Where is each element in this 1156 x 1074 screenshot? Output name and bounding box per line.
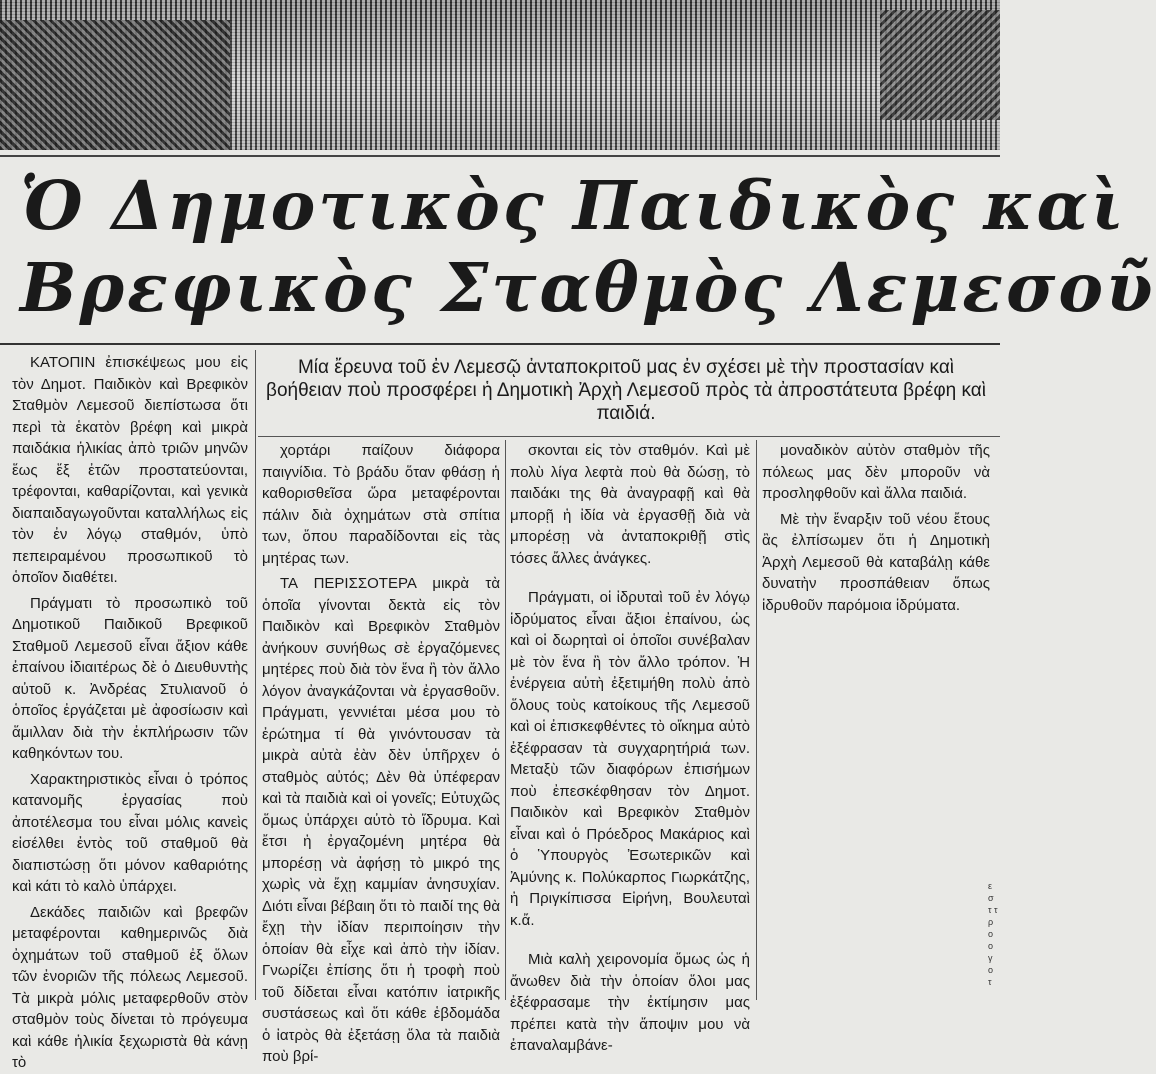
subheadline: Μία ἔρευνα τοῦ ἐν Λεμεσῷ ἀνταποκριτοῦ μας ἐν σχέσει μὲ τὴν προστασίαν καὶ βοήθειαν ποὺ προσφέρει ἡ Δημοτικὴ Ἀρχὴ Λεμεσοῦ πρὸς τὰ ἀπροστάτευτα βρέφη καὶ παιδιά. [266, 357, 986, 424]
paragraph: ΚΑΤΟΠΙΝ ἐπισκέψεως μου εἰς τὸν Δημοτ. Παιδικὸν καὶ Βρεφικὸν Σταθμὸν Λεμεσοῦ διεπίστωσα ὅτι περὶ τὰ ἑκατὸν βρέφη καὶ μικρὰ παιδάκια ἡλικίας ἀπὸ τριῶν μηνῶν ἕως ἕξ ἐτῶν προστατεύονται, τρέφονται, καθαρίζονται, καὶ γενικὰ διαπαιδαγωγοῦνται καταλλήλως εἰς τὸν ἐν λόγῳ σταθμόν, ὑπὸ πεπειραμένου προσωπικοῦ τὸ ὁποῖον διαθέτει. [12, 354, 248, 586]
headline [20, 165, 1156, 329]
paragraph: Χαρακτηριστικὸς εἶναι ὁ τρόπος κατανομῆς ἐργασίας ποὺ ἀποτέλεσμα του εἶναι μόλις κανεὶς εἰσέλθει ἐντὸς τοῦ σταθμοῦ θὰ διαπιστώσῃ ὅτι μόνον καθαριότης καὶ κάτι τὸ καλὸ ὑπάρχει. [12, 770, 248, 895]
paragraph: ΤΑ ΠΕΡΙΣΣΟΤΕΡΑ μικρὰ τὰ ὁποῖα γίνονται δεκτὰ εἰς τὸν Παιδικὸν καὶ Βρεφικὸν Σταθμὸν ἀνήκουν συνήθως σὲ ἐργαζόμενες μητέρες ποὺ διὰ τὸν ἕνα ἢ τὸν ἄλλο λόγον ἀναγκάζονται νὰ ἐργασθοῦν. Πράγματι, γεννιέται μέσα μου τὸ ἐρώτημα τί θὰ γινόντουσαν τὰ μικρὰ αὐτὰ ἐὰν δὲν ὑπῆρχεν ὁ σταθμὸς αὐτός; Δὲν θὰ ὑπέφεραν καὶ τὰ παιδιὰ καὶ οἱ γονεῖς; Εὐτυχῶς ὅμως ὑπάρχει αὐτὸ τὸ ἵδρυμα. Καὶ ἔτσι ἡ ἐργαζομένη μητέρα θὰ μπορέσῃ νὰ ἀφήσῃ τὸ μικρό της χωρὶς νὰ ἔχῃ καμμίαν ἀνησυχίαν. Διότι εἶναι βέβαιη ὅτι τὸ παιδί της θὰ ἔχῃ τὴν ἰδίαν περιποίησιν τὴν ὁποίαν θὰ εἶχε καὶ ἀπὸ τὴν ἰδίαν. Γνωρίζει ἐπίσης ὅτι ἡ τροφὴ ποὺ τοῦ δίδεται εἶναι κατόπιν ἰατρικῆς συστάσεως καὶ ὅτι κάθε ἑβδομάδα ὁ ἰατρὸς θὰ ἐξετάσῃ ὅλα τὰ παιδιὰ ποὺ βρί- [262, 575, 500, 1065]
photo-shadow-left [0, 20, 230, 150]
paragraph: μοναδικὸν αὐτὸν σταθμὸν τῆς πόλεως μας δὲν μποροῦν νὰ προσληφθοῦν καὶ ἄλλα παιδιά. [762, 442, 990, 502]
header-photo [0, 0, 1000, 150]
subheadline-rule [258, 436, 1000, 437]
paragraph: σκονται εἰς τὸν σταθμόν. Καὶ μὲ πολὺ λίγα λεφτὰ ποὺ θὰ δώσῃ, τὸ παιδάκι της θὰ ἀναγραφῇ καὶ θὰ μπορῇ ἡ ἰδία νὰ ἐργασθῇ διὰ νὰ μπορέσῃ νὰ ἀνταποκριθῇ στὶς τόσες ἄλλες ἀνάγκες. [510, 442, 750, 567]
column-divider-1 [255, 350, 256, 1000]
paragraph: Δεκάδες παιδιῶν καὶ βρεφῶν μεταφέρονται καθημερινῶς διὰ ὀχημάτων τοῦ σταθμοῦ ἐξ ὅλων τῶν ἐνοριῶν τῆς πόλεως Λεμεσοῦ. Τὰ μικρὰ μόλις μεταφερθοῦν στὸν σταθμὸν τοὺς δίνεται τὸ πρόγευμα καὶ κάθε ἡλικία ξεχωριστὰ θὰ κάνῃ τὸ [12, 903, 248, 1071]
article-column-2 [262, 440, 500, 1068]
article-column-1 [12, 352, 248, 1074]
top-rule [0, 155, 1000, 157]
paragraph: Πράγματι τὸ προσωπικὸ τοῦ Δημοτικοῦ Παιδικοῦ Βρεφικοῦ Σταθμοῦ Λεμεσοῦ εἶναι ἄξιον κάθε ἐπαίνου ἰδιαιτέρως δὲ ὁ Διευθυντὴς αὐτοῦ κ. Ἀνδρέας Στυλιανοῦ ὁ ὁποῖος ἐργάζεται μὲ ἀφοσίωσιν καὶ ἅμιλλαν διὰ τὴν ἐκπλήρωσιν τῶν καθηκόντων του. [12, 594, 248, 762]
column-divider-2 [505, 440, 506, 1000]
headline-line-1: Ὁ Δημοτικὸς Παιδικὸς καὶ [20, 166, 1127, 245]
article-column-3 [510, 440, 750, 1057]
article-column-4 [762, 440, 990, 616]
headline-rule [0, 343, 1000, 345]
paragraph: Μὲ τὴν ἔναρξιν τοῦ νέου ἔτους ἂς ἐλπίσωμεν ὅτι ἡ Δημοτικὴ Ἀρχὴ Λεμεσοῦ θὰ καταβάλῃ κάθε δυνατὴν προσπάθειαν ὅπως ἱδρυθοῦν παρόμοια ἱδρύματα. [762, 510, 990, 614]
column-divider-3 [756, 440, 757, 1000]
paragraph: χορτάρι παίζουν διάφορα παιγνίδια. Τὸ βράδυ ὅταν φθάσῃ ἡ καθορισθεῖσα ὥρα μεταφέρονται πάλιν διὰ ὀχημάτων στὰ σπίτια των, ὅπου παραδίδονται εἰς τὰς μητέρας των. [262, 442, 500, 567]
headline-line-2: Βρεφικὸς Σταθμὸς Λεμεσοῦ [20, 248, 1156, 327]
paragraph: Μιὰ καλὴ χειρονομία ὅμως ὡς ἡ ἄνωθεν διὰ τὴν ὁποίαν ὅλοι μας ἐξέφρασαμε τὴν ἐκτίμησιν μας πρέπει κατὰ τὴν ἄποψιν μου νὰ ἐπαναλαμβάνε- [510, 951, 750, 1054]
margin-fragment: ε σ τ τ ρ ο ο γ ο τ [988, 881, 998, 987]
paragraph: Πράγματι, οἱ ἱδρυταὶ τοῦ ἐν λόγῳ ἱδρύματος εἶναι ἄξιοι ἐπαίνου, ὡς καὶ οἱ δωρηταὶ οἱ ὁποῖοι συνέβαλαν μὲ τὸν ἕνα ἢ τὸν ἄλλο τρόπον. Ἡ ἐνέργεια αὐτὴ ἐξετιμήθη πολὺ ἀπὸ ὅλους τοὺς κατοίκους τῆς Λεμεσοῦ καὶ οἱ ἐπισκεφθέντες τὸ οἴκημα αὐτὸ ἐξέφρασαν τὰ συγχαρητήριά των. Μεταξὺ τῶν διαφόρων ἐπισήμων ποὺ ἐπεσκέφθησαν τὸν Δημοτ. Παιδικὸν καὶ Βρεφικὸν Σταθμὸν εἶναι καὶ ὁ Πρόεδρος Μακάριος καὶ ὁ Ὑπουργὸς Ἐσωτερικῶν καὶ Ἀμύνης κ. Πολύκαρπος Γιωρκάτζης, ἡ Πριγκίπισσα Εἰρήνη, Βουλευταὶ κ.ἄ. [510, 589, 750, 929]
photo-shadow-right [880, 10, 1000, 120]
